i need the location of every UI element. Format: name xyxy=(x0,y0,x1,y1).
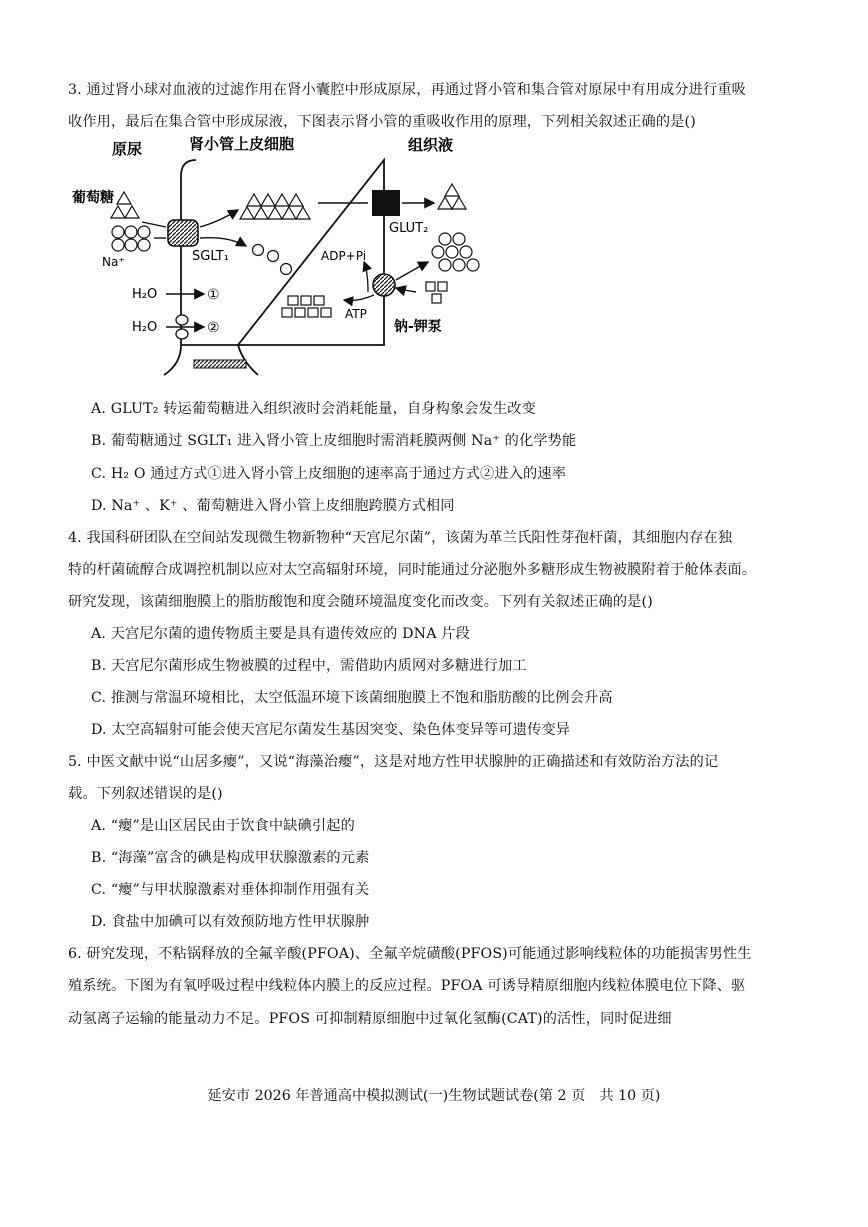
label-na: Na⁺ xyxy=(102,255,125,269)
q3-option-a[interactable]: A. GLUT₂ 转运葡萄糖进入组织液时会消耗能量，自身构象会发生改变 xyxy=(91,401,536,417)
q3-option-d[interactable]: D. Na⁺ 、K⁺ 、葡萄糖进入肾小管上皮细胞跨膜方式相同 xyxy=(91,498,455,514)
label-cell: 肾小管上皮细胞 xyxy=(189,135,295,153)
sodium-ions-lumen xyxy=(112,226,150,251)
page-footer: 延安市 2026 年普通高中模拟测试(一)生物试题试卷(第 2 页 共 10 页) xyxy=(207,1088,661,1104)
glucose-molecules-tissue xyxy=(438,184,466,209)
q5-option-a[interactable]: A. “瘿”是山区居民由于饮食中缺碘引起的 xyxy=(91,818,355,834)
cell-membrane xyxy=(164,160,384,375)
glucose-molecules-cell xyxy=(240,194,310,219)
label-way-1: ① xyxy=(207,287,220,303)
q5-stem-line-1: 5. 中医文献中说“山居多瘿”，又说“海藻治瘿”，这是对地方性甲状腺肿的正确描述和有效防治方法的记 xyxy=(68,754,719,770)
q6-stem-line-1: 6. 研究发现，不粘锅释放的全氟辛酸(PFOA)、全氟辛烷磺酸(PFOS)可能通过影响线粒体的功能损害男性生 xyxy=(68,946,752,962)
q5-option-d[interactable]: D. 食盐中加碘可以有效预防地方性甲状腺肿 xyxy=(91,914,370,930)
label-tissue-fluid: 组织液 xyxy=(408,136,454,154)
sglt1-transporter xyxy=(168,220,198,246)
tight-junction xyxy=(194,360,246,368)
q3-option-b[interactable]: B. 葡萄糖通过 SGLT₁ 进入肾小管上皮细胞时需消耗膜两侧 Na⁺ 的化学势能 xyxy=(91,433,577,449)
label-way-2: ② xyxy=(207,320,220,336)
q5-option-c[interactable]: C. “瘿”与甲状腺激素对垂体抑制作用强有关 xyxy=(91,882,370,898)
label-glucose: 葡萄糖 xyxy=(72,190,114,206)
q3-stem-line-1: 3. 通过肾小球对血液的过滤作用在肾小囊腔中形成原尿，再通过肾小管和集合管对原尿中有用成分进行重吸 xyxy=(68,82,747,98)
label-atp: ATP xyxy=(345,307,367,321)
label-h2o-2: H₂O xyxy=(132,320,158,335)
sodium-ions-cell xyxy=(253,245,292,275)
sodium-ions-tissue xyxy=(432,233,479,271)
q4-option-c[interactable]: C. 推测与常温环境相比，太空低温环境下该菌细胞膜上不饱和脂肪酸的比例会升高 xyxy=(91,690,613,706)
label-sglt1: SGLT₁ xyxy=(192,249,229,264)
q6-stem-line-2: 殖系统。下图为有氧呼吸过程中线粒体内膜上的反应过程。PFOA 可诱导精原细胞内线粒体膜电位下降、驱 xyxy=(68,978,746,994)
q4-option-d[interactable]: D. 太空高辐射可能会使天宫尼尔菌发生基因突变、染色体变异等可遗传变异 xyxy=(91,722,571,738)
q4-stem-line-1: 4. 我国科研团队在空间站发现微生物新物种“天宫尼尔菌”，该菌为革兰氏阳性芽孢杆菌，其细胞内存在独 xyxy=(68,530,733,546)
label-adp: ADP+Pi xyxy=(321,249,367,263)
q5-option-b[interactable]: B. “海藻”富含的碘是构成甲状腺激素的元素 xyxy=(91,850,370,866)
label-glut2: GLUT₂ xyxy=(389,221,429,236)
label-h2o-1: H₂O xyxy=(132,287,158,302)
q6-stem-line-3: 动氢离子运输的能量动力不足。PFOS 可抑制精原细胞中过氧化氢酶(CAT)的活性，同时促进细 xyxy=(68,1011,672,1027)
potassium-ions-tissue xyxy=(426,282,447,303)
label-primary-urine: 原尿 xyxy=(112,140,143,158)
q5-stem-line-2: 载。下列叙述错误的是() xyxy=(68,786,223,802)
glucose-molecules-lumen xyxy=(111,192,139,218)
q4-option-b[interactable]: B. 天宫尼尔菌形成生物被膜的过程中，需借助内质网对多糖进行加工 xyxy=(91,658,527,674)
q4-option-a[interactable]: A. 天宫尼尔菌的遗传物质主要是具有遗传效应的 DNA 片段 xyxy=(91,626,470,642)
glut2-transporter xyxy=(372,190,400,216)
q3-option-c[interactable]: C. H₂ O 通过方式①进入肾小管上皮细胞的速率高于通过方式②进入的速率 xyxy=(91,466,567,482)
q4-stem-line-3: 研究发现，该菌细胞膜上的脂肪酸饱和度会随环境温度变化而改变。下列有关叙述正确的是() xyxy=(68,594,653,610)
renal-tubule-diagram xyxy=(68,132,488,387)
na-k-pump xyxy=(373,274,395,296)
label-pump: 钠-钾泵 xyxy=(394,319,442,335)
potassium-ions-cell xyxy=(282,296,331,317)
q3-stem-line-2: 收作用，最后在集合管中形成尿液，下图表示肾小管的重吸收作用的原理，下列相关叙述正确的是() xyxy=(68,114,696,130)
q4-stem-line-2: 特的杆菌硫醇合成调控机制以应对太空高辐射环境，同时能通过分泌胞外多糖形成生物被膜附着于舱体表面。 xyxy=(68,562,757,578)
